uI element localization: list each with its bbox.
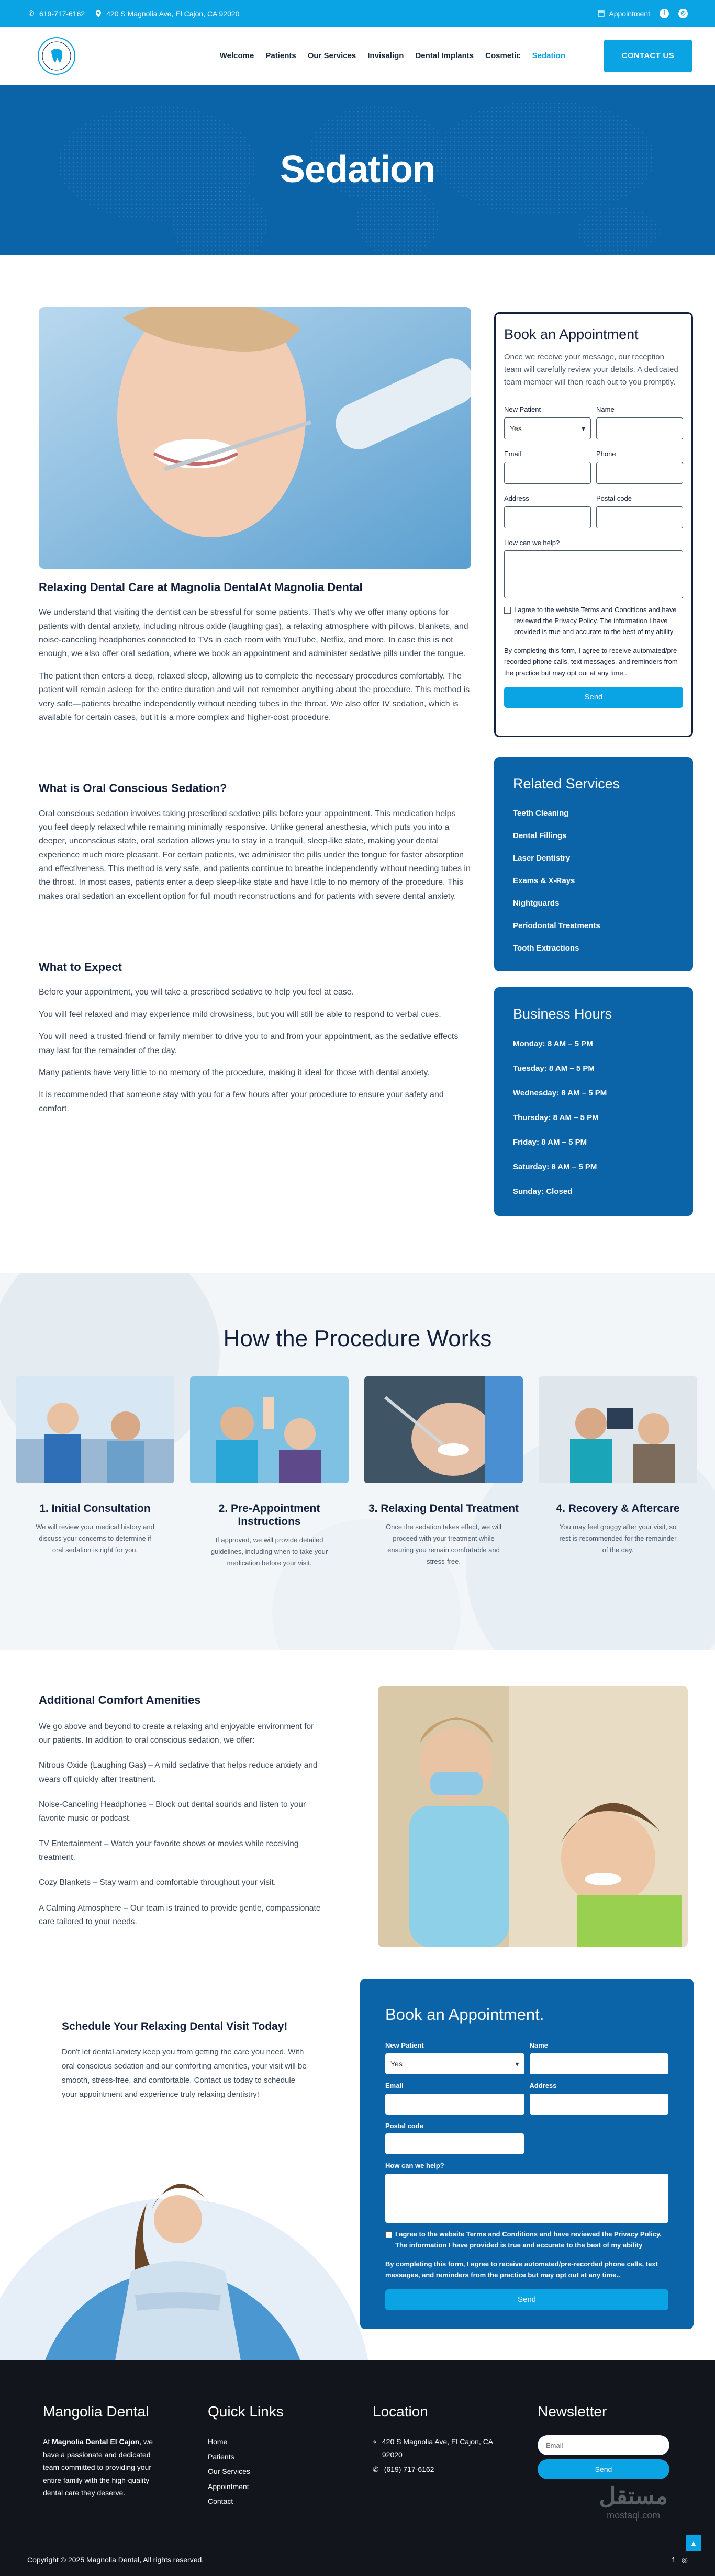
content-column [39,307,471,1216]
email-label: Email [385,2081,404,2089]
instagram-icon[interactable]: ◎ [678,9,688,18]
step-text: Once the sedation takes effect, we will proceed with your treatment while ensuring you remain comfortable and stress-free. [386,1522,501,1566]
hours-row: Wednesday: 8 AM – 5 PM [513,1089,607,1098]
chevron-down-icon: ▾ [581,424,585,433]
booking-form-card-2 [360,1979,694,2329]
nav-our-services[interactable]: Our Services [307,51,356,60]
intro-paragraph-2: The patient then enters a deep, relaxed sleep, allowing us to complete the necessary procedures comfortably. The patient will remain asleep for the entire duration and will not remember anything about the procedure. This method is very safe—patients breathe independently without needing tubes in the throat. We also offer IV sedation, which is available for certain cases, but it is a more complex and higher-cost procedure. [39,671,470,722]
facebook-icon[interactable]: f [660,9,669,18]
postal-input[interactable] [385,2133,524,2154]
amenity-item: A Calming Atmosphere – Our team is trained to provide gentle, compassionate care tailored to your needs. [39,1903,321,1926]
intro-paragraph-1: We understand that visiting the dentist can be stressful for some patients. That's why we offer many options for patients with dental anxiety, including nitrous oxide (laughing gas), a relaxing atmosphere with pillows, blankets, and noise-canceling headphones connected to TVs in each room with YouTube, Netflix, and more. In case this is not enough, we also offer oral sedation, where we book an appointment and administer sedative pills under the tongue. [39,608,468,659]
copyright-text: Copyright © 2025 Magnolia Dental, All rights reserved. [27,2555,204,2564]
dental-patient-photo [39,307,471,569]
expect-paragraph-4: Many patients have very little to no memory of the procedure, making it ideal for those with dental anxiety. [39,1068,430,1077]
location-title: Location [373,2403,428,2420]
booking-send-button[interactable]: Send [504,687,683,708]
nav-welcome[interactable]: Welcome [219,51,254,60]
phone-label: Phone [596,449,616,458]
schedule-text [62,2018,323,2102]
step-title: 2. Pre-Appointment Instructions [218,1502,320,1528]
help-textarea[interactable] [504,550,683,598]
related-services-title: Related Services [513,776,620,792]
consultation-photo [16,1376,174,1483]
nav-sedation[interactable]: Sedation [532,51,566,60]
booking-fine-print: By completing this form, I agree to receive automated/pre-recorded phone calls, text messages, and reminders from the practice but may opt out at any time.. [504,646,679,677]
booking-form-card [494,312,693,737]
name-input[interactable] [596,417,683,439]
footer-address[interactable]: ⌖ 420 S Magnolia Ave, El Cajon, CA 92020 [373,2435,504,2461]
nav-cosmetic[interactable]: Cosmetic [485,51,521,60]
hours-row: Tuesday: 8 AM – 5 PM [513,1064,595,1074]
hours-row: Saturday: 8 AM – 5 PM [513,1162,597,1172]
procedure-steps [0,1376,715,1569]
procedure-step [16,1376,174,1569]
step-text: We will review your medical history and discuss your concerns to determine if oral sedation is right for you. [36,1522,154,1554]
page-hero [0,85,715,255]
ocs-paragraph: Oral conscious sedation involves taking prescribed sedative pills before your appointment. This medication helps you feel deeply relaxed while remaining minimally responsive. Unlike general anesthesia, which puts you into a deeper, unconscious state, oral sedation allows you to stay in a tranquil, sleep-like state, making your dental experience much more pleasant. For certain patients, we administer the pills under the tongue for faster absorption and effectiveness. This method is very safe, and patients continue to breathe independently without needing tubes in the throat. In most cases, patients enter a deep sleep-like state and have little to no memory of the procedure. This makes oral sedation an excellent option for full mouth reconstructions and for patients with severe dental anxiety. [39,809,471,901]
copyright-bar [27,2543,688,2576]
schedule-title: Schedule Your Relaxing Dental Visit Today! [62,2020,288,2033]
phone-icon: ✆ [28,9,35,17]
expect-paragraph-5: It is recommended that someone stay with you for a few hours after your procedure to ensure your safety and comfort. [39,1090,444,1113]
step-title: 3. Relaxing Dental Treatment [368,1502,519,1515]
treatment-photo [364,1376,523,1483]
booking-title: Book an Appointment [504,326,639,342]
related-service-link[interactable]: Tooth Extractions [513,944,579,953]
new-patient-select[interactable]: Yes ▾ [385,2053,524,2074]
procedure-title: How the Procedure Works [223,1326,492,1352]
booking2-fine-print: By completing this form, I agree to receive automated/pre-recorded phone calls, text messages, and reminders from the practice but may opt out at any time.. [385,2259,658,2279]
schedule-section [0,1979,715,2360]
new-patient-label: New Patient [385,2041,424,2049]
postal-input[interactable] [596,506,683,528]
location-pin-icon [94,9,103,18]
hours-row: Sunday: Closed [513,1187,573,1196]
postal-label: Postal code [385,2121,423,2130]
footer-brand-text: At Magnolia Dental El Cajon, we have a passionate and dedicated team committed to providing your entire family with the high-quality dental care they deserve. [43,2437,153,2498]
amenities-section [0,1686,715,1947]
amenities-title: Additional Comfort Amenities [39,1693,201,1707]
amenity-item: TV Entertainment – Watch your favorite shows or movies while receiving treatment. [39,1839,299,1862]
help-textarea[interactable] [385,2174,668,2223]
name-input[interactable] [530,2053,669,2074]
top-bar [0,0,715,27]
amenities-text [39,1686,321,1947]
related-service-link[interactable]: Nightguards [513,899,560,908]
newsletter-title: Newsletter [538,2403,607,2420]
schedule-paragraph: Don't let dental anxiety keep you from getting the care you need. With oral conscious sedation and our comforting amenities, your visit will be smooth, stress-free, and comfortable. Contact us today to schedule your appointment and experience truly relaxing dentistry! [62,2047,307,2099]
location-pin-icon: ⌖ [373,2437,377,2446]
related-service-link[interactable]: Dental Fillings [513,831,567,841]
business-hours-title: Business Hours [513,1006,612,1022]
procedure-step [539,1376,697,1569]
related-service-link[interactable]: Exams & X-Rays [513,876,575,886]
address-input[interactable] [504,506,591,528]
quick-links-title: Quick Links [208,2403,284,2420]
address-input[interactable] [530,2094,669,2115]
footer-link-contact[interactable]: Contact [208,2497,233,2506]
newsletter-send-button[interactable]: Send [538,2459,669,2479]
main-content [0,307,715,1216]
procedure-step [190,1376,349,1569]
sidebar [494,307,693,1216]
step-text: You may feel groggy after your visit, so rest is recommended for the remainder of the day. [559,1522,677,1554]
dentist-patient-photo [378,1686,688,1947]
footer-brand [43,2400,208,2510]
hours-row: Thursday: 8 AM – 5 PM [513,1113,599,1123]
back-to-top-button[interactable]: ▲ [686,2535,701,2551]
logo[interactable] [37,36,76,76]
footer-link-patients[interactable]: Patients [208,2452,234,2461]
consent-text: I agree to the website Terms and Conditions and have reviewed the Privacy Policy. The information I have provided is true and accurate to the best of my ability [395,2230,662,2249]
related-service-link[interactable]: Periodontal Treatments [513,921,600,931]
booking2-send-button[interactable]: Send [385,2289,668,2310]
new-patient-select[interactable]: Yes ▾ [504,417,591,439]
procedure-section [0,1273,715,1650]
related-service-link[interactable]: Teeth Cleaning [513,809,569,818]
new-patient-label: New Patient [504,405,541,414]
email-label: Email [504,449,521,458]
help-label: How can we help? [504,538,560,547]
footer-location [373,2400,538,2510]
intro-title: Relaxing Dental Care at Magnolia DentalAt Magnolia Dental [39,581,363,594]
site-header [0,27,715,85]
related-services-card [494,757,693,971]
address-label: Address [504,494,529,502]
amenities-intro: We go above and beyond to create a relaxing and enjoyable environment for our patients. In addition to oral conscious sedation, we offer: [39,1722,314,1745]
facebook-icon[interactable]: f [672,2555,674,2564]
nav-dental-implants[interactable]: Dental Implants [415,51,474,60]
expect-paragraph-3: You will need a trusted friend or family member to drive you to and from your appointment, as the sedative effects may last for the remainder of the day. [39,1032,459,1055]
step-title: 1. Initial Consultation [39,1502,151,1515]
mostaql-watermark: مستقل mostaql.com [599,2483,668,2521]
step-text: If approved, we will provide detailed guidelines, including when to take your medication before your visit. [210,1536,328,1567]
nav-patients[interactable]: Patients [265,51,296,60]
footer-link-appointment[interactable]: Appointment [208,2482,249,2491]
ocs-title: What is Oral Conscious Sedation? [39,782,227,795]
footer-link-home[interactable]: Home [208,2437,228,2446]
procedure-step [364,1376,523,1569]
footer-brand-title: Mangolia Dental [43,2403,149,2420]
business-hours-card [494,987,693,1216]
main-nav [220,50,565,62]
amenity-item: Nitrous Oxide (Laughing Gas) – A mild sedative that helps reduce anxiety and wears off quickly after treatment. [39,1761,318,1784]
instructions-photo [190,1376,349,1483]
amenity-item: Noise-Canceling Headphones – Block out dental sounds and listen to your favorite music or podcast. [39,1800,306,1823]
expect-title: What to Expect [39,961,122,974]
recovery-photo [539,1376,697,1483]
site-footer [0,2360,715,2576]
step-title: 4. Recovery & Aftercare [556,1502,680,1515]
email-input[interactable] [504,462,591,484]
name-label: Name [529,2041,548,2049]
address-link[interactable]: 420 S Magnolia Ave, El Cajon, CA 92020 [94,8,239,19]
footer-quick-links [208,2400,373,2510]
appointment-link[interactable]: Appointment [597,8,650,19]
footer-link-our-services[interactable]: Our Services [208,2467,250,2476]
hours-row: Monday: 8 AM – 5 PM [513,1040,593,1049]
booking-description: Once we receive your message, our reception team will carefully review your details. A dedicated team member will then reach out to you promptly. [504,353,678,387]
email-input[interactable] [385,2094,524,2115]
instagram-icon[interactable]: ◎ [681,2555,688,2564]
consent-text: I agree to the website Terms and Conditions and have reviewed the Privacy Policy. The information I have provided is true and accurate to the best of my ability [514,606,677,636]
phone-icon: ✆ [373,2465,379,2474]
expect-paragraph-1: Before your appointment, you will take a prescribed sedative to help you feel at ease. [39,988,354,997]
amenity-item: Cozy Blankets – Stay warm and comfortable throughout your visit. [39,1878,276,1888]
phone-link[interactable]: ✆ 619-717-6162 [27,8,85,19]
contact-us-button[interactable]: CONTACT US [604,40,692,72]
chevron-down-icon: ▾ [515,2059,519,2068]
related-service-link[interactable]: Laser Dentistry [513,854,571,863]
phone-input[interactable] [596,462,683,484]
logo-tooth-icon [37,36,76,76]
consent-checkbox[interactable] [385,2231,392,2238]
consent-checkbox[interactable] [504,607,511,614]
postal-label: Postal code [596,494,632,502]
address-label: Address [529,2081,557,2089]
page-title: Sedation [280,148,435,190]
newsletter-email-input[interactable] [538,2435,669,2455]
expect-paragraph-2: You will feel relaxed and may experience mild drowsiness, but you will still be able to respond to verbal cues. [39,1010,441,1019]
footer-phone[interactable]: ✆ (619) 717-6162 [373,2463,538,2476]
name-label: Name [596,405,615,414]
help-label: How can we help? [385,2162,444,2170]
nav-invisalign[interactable]: Invisalign [367,51,404,60]
calendar-icon [597,9,605,18]
hours-row: Friday: 8 AM – 5 PM [513,1138,587,1147]
booking2-title: Book an Appointment. [385,2005,544,2024]
